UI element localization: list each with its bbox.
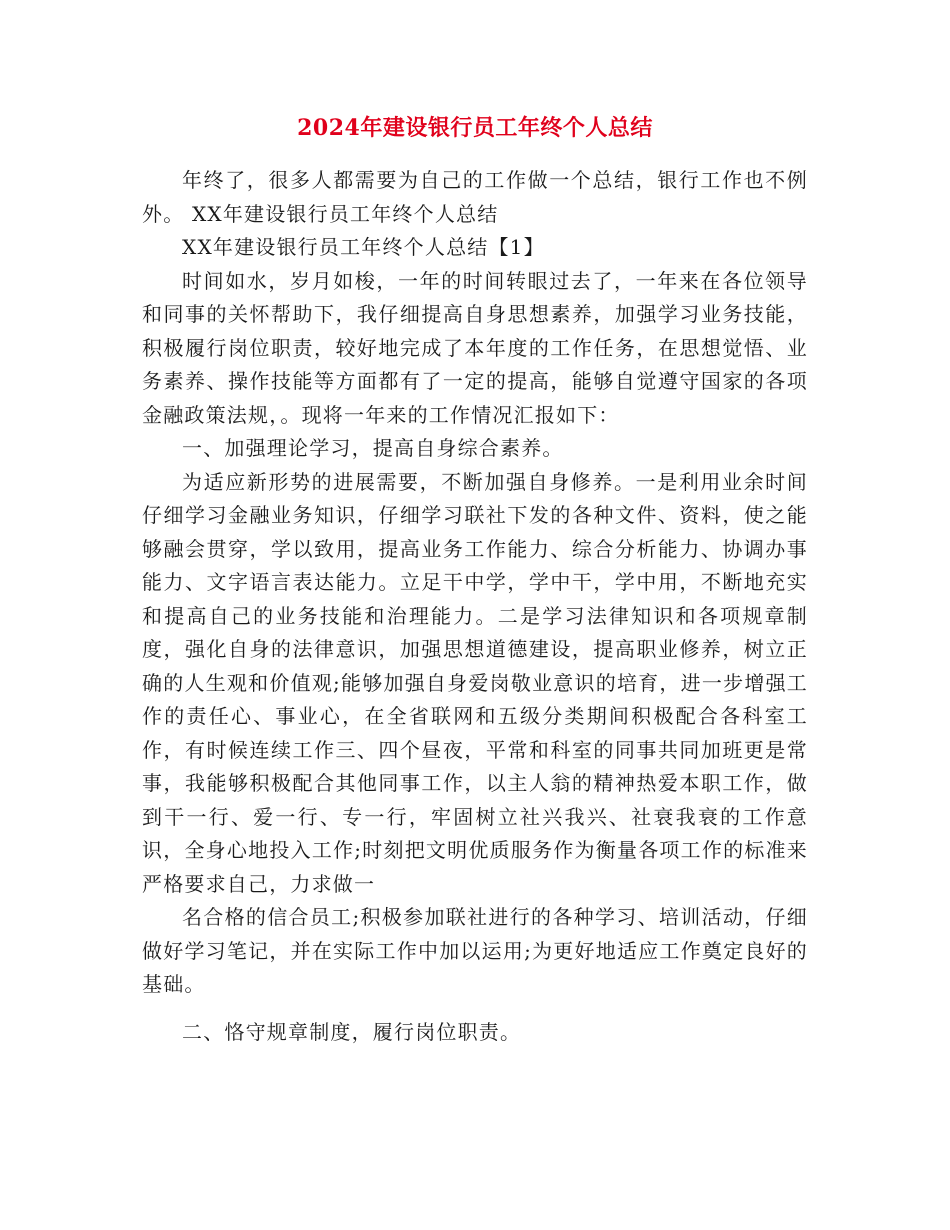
paragraph-heading-one: 一、加强理论学习，提高自身综合素养。	[182, 436, 564, 460]
paragraph-intro: 年终了，很多人都需要为自己的工作做一个总结，银行工作也不例外。 XX年建设银行员工年终个人总结	[142, 168, 808, 226]
paragraph-heading-two: 二、恪守规章制度，履行岗位职责。	[182, 1019, 522, 1044]
paragraph-study: 为适应新形势的进展需要，不断加强自身修养。一是利用业余时间仔细学习金融业务知识，仔细学习联社下发的各种文件、资料，使之能够融会贯穿，学以致用，提高业务工作能力、综合分析能力、协调办事能力、文字语言表达能力。立足干中学，学中干，学中用，不断地充实和提高自己的业务技能和治理能力。二是学习法律知识和各项规章制度，强化自身的法律意识，加强思想道德建设，提高职业修养，树立正确的人生观和价值观;能够加强自身爱岗敬业意识的培育，进一步增强工作的责任心、事业心，在全省联网和五级分类期间积极配合各科室工作，有时候连续工作三、四个昼夜，平常和科室的同事共同加班更是常事，我能够积极配合其他同事工作，以主人翁的精神热爱本职工作，做到干一行、爱一行、专一行，牢固树立社兴我兴、社衰我衰的工作意识，全身心地投入工作;时刻把文明优质服务作为衡量各项工作的标准来严格要求自己，力求做一	[142, 469, 808, 896]
paragraph-opening: 时间如水，岁月如梭，一年的时间转眼过去了，一年来在各位领导和同事的关怀帮助下，我仔细提高自身思想素养，加强学习业务技能，积极履行岗位职责，较好地完成了本年度的工作任务，在思想觉悟、业务素养、操作技能等方面都有了一定的提高，能够自觉遵守国家的各项金融政策法规，。现将一年来的工作情况汇报如下：	[142, 268, 808, 427]
document-page	[142, 108, 808, 1049]
paragraph-section-heading: XX年建设银行员工年终个人总结【1】	[182, 235, 545, 259]
paragraph-gap	[142, 1002, 808, 1016]
document-title: 2024年建设银行员工年终个人总结	[297, 115, 653, 141]
paragraph-continuation: 名合格的信合员工;积极参加联社进行的各种学习、培训活动，仔细做好学习笔记，并在实际工作中加以运用;为更好地适应工作奠定良好的基础。	[142, 905, 808, 996]
